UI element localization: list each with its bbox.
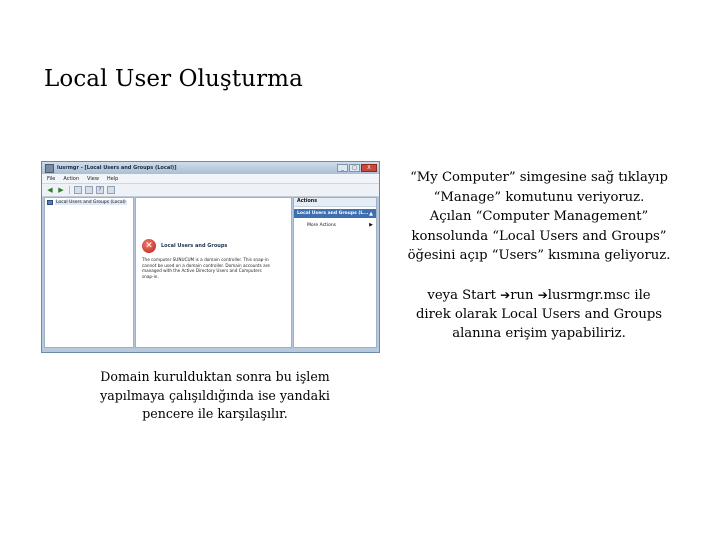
properties-icon[interactable] xyxy=(85,186,93,194)
error-header xyxy=(142,239,285,253)
app-icon xyxy=(45,164,54,173)
close-button[interactable]: X xyxy=(361,164,377,172)
users-groups-icon xyxy=(47,200,53,205)
window-controls xyxy=(337,164,379,172)
slide-title: Local User Oluşturma xyxy=(44,66,303,92)
caption-line: alanına erişim yapabiliriz. xyxy=(452,326,626,341)
help-icon[interactable]: ? xyxy=(96,186,104,194)
caption-bottom xyxy=(72,368,358,424)
caption-line: konsolunda “Local Users and Groups” xyxy=(411,228,667,244)
console-panes xyxy=(44,197,377,348)
show-hide-tree-icon[interactable] xyxy=(74,186,82,194)
caption-line: “My Computer” simgesine sağ tıklayıp xyxy=(410,170,668,185)
actions-selected-label: Local Users and Groups (L... xyxy=(297,211,369,216)
error-message: The computer SUNUCUM is a domain controller. This snap-in cannot be used on a domain controller. Domain accounts are managed with the Active Directory Users and Computers snap-in. xyxy=(142,257,270,279)
caption-line: Domain kurulduktan sonra bu işlem xyxy=(100,369,330,384)
caption-line: Açılan “Computer Management” xyxy=(429,209,649,225)
minimize-button[interactable]: _ xyxy=(337,164,348,172)
actions-header: Actions xyxy=(294,198,376,207)
caption-right-shortcut xyxy=(396,286,682,343)
expand-arrow-icon[interactable]: ▶ xyxy=(369,222,373,228)
menu-file[interactable]: File xyxy=(47,175,56,182)
menu-bar xyxy=(42,174,379,184)
more-actions-item[interactable] xyxy=(294,222,376,228)
menu-action[interactable]: Action xyxy=(63,175,80,182)
console-icon[interactable] xyxy=(107,186,115,194)
maximize-button[interactable]: □ xyxy=(349,164,360,172)
more-actions-label: More Actions xyxy=(307,222,337,228)
error-title: Local Users and Groups xyxy=(161,243,228,249)
caption-line: pencere ile karşılaşılır. xyxy=(142,406,288,422)
error-icon: ✕ xyxy=(142,239,156,253)
toolbar xyxy=(42,184,379,197)
caption-command: lusrmgr.msc ile xyxy=(547,288,651,303)
back-arrow-icon[interactable]: ◀ xyxy=(47,186,53,194)
caption-prefix: veya Start xyxy=(427,288,501,303)
menu-help[interactable]: Help xyxy=(106,175,119,182)
caption-line xyxy=(396,286,682,305)
caption-line: yapılmaya çalışıldığında ise yandaki xyxy=(100,387,330,403)
menu-view[interactable]: View xyxy=(87,175,99,182)
caption-line: öğesini açıp “Users” kısmına geliyoruz. xyxy=(407,248,671,264)
arrow-right-icon: ➔ xyxy=(537,288,548,302)
tree-item-local-users-groups[interactable] xyxy=(47,200,131,205)
actions-pane xyxy=(293,197,377,348)
collapse-arrow-icon[interactable]: ▲ xyxy=(369,210,373,217)
main-pane xyxy=(135,197,292,348)
forward-arrow-icon[interactable]: ▶ xyxy=(58,186,64,194)
tree-item-label: Local Users and Groups (Local) xyxy=(56,200,126,205)
window-title: lusrmgr - [Local Users and Groups (Local)] xyxy=(57,165,177,171)
caption-line: direk olarak Local Users and Groups xyxy=(415,307,663,322)
lusrmgr-window xyxy=(41,161,380,353)
caption-right-instructions xyxy=(396,168,682,266)
toolbar-separator xyxy=(69,186,70,194)
tree-pane xyxy=(44,197,134,348)
caption-line: “Manage” komutunu veriyoruz. xyxy=(433,189,645,205)
window-titlebar xyxy=(42,162,379,174)
arrow-right-icon: ➔ xyxy=(500,288,511,302)
caption-run: run xyxy=(510,288,538,303)
actions-selected-item[interactable] xyxy=(294,209,376,218)
